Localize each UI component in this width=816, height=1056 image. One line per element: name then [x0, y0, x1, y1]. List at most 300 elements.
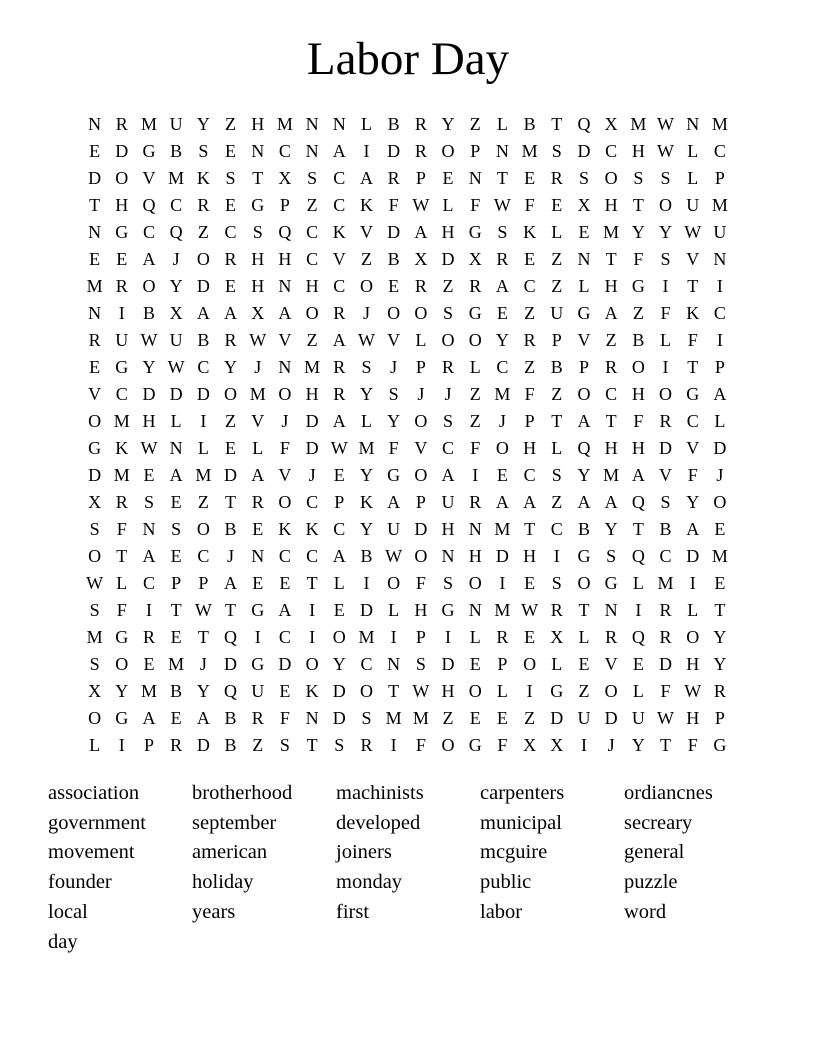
- word-list-item: joiners: [336, 841, 392, 864]
- grid-letter: W: [194, 600, 212, 620]
- grid-letter: L: [89, 735, 101, 755]
- grid-letter: S: [578, 168, 589, 188]
- grid-letter: C: [170, 195, 183, 215]
- grid-letter: A: [631, 465, 645, 485]
- word-list-item: mcguire: [480, 841, 548, 864]
- grid-letter: O: [305, 303, 319, 323]
- grid-letter: A: [196, 708, 210, 728]
- grid-letter: O: [414, 465, 428, 485]
- grid-letter: A: [142, 249, 156, 269]
- grid-letter: M: [412, 708, 429, 728]
- grid-letter: C: [550, 519, 563, 539]
- grid-letter: S: [143, 492, 154, 512]
- grid-letter: O: [713, 492, 727, 512]
- grid-row: [81, 678, 734, 705]
- grid-letter: R: [224, 249, 237, 269]
- grid-letter: H: [251, 114, 265, 134]
- grid-letter: D: [305, 411, 319, 431]
- word-list-item: september: [192, 811, 277, 834]
- grid-letter: F: [415, 735, 426, 755]
- grid-letter: H: [251, 276, 265, 296]
- grid-letter: O: [359, 681, 373, 701]
- grid-letter: Z: [442, 708, 454, 728]
- grid-letter: O: [414, 411, 428, 431]
- grid-letter: U: [169, 330, 183, 350]
- grid-letter: S: [279, 735, 290, 755]
- grid-letter: R: [469, 492, 482, 512]
- grid-letter: F: [660, 303, 671, 323]
- grid-letter: T: [496, 168, 508, 188]
- grid-row: [81, 597, 734, 624]
- grid-letter: X: [414, 249, 428, 269]
- grid-letter: D: [224, 654, 238, 674]
- grid-letter: X: [550, 627, 564, 647]
- grid-letter: W: [657, 141, 675, 161]
- grid-letter: Y: [631, 735, 645, 755]
- grid-letter: I: [689, 573, 696, 593]
- grid-letter: Z: [225, 114, 237, 134]
- grid-row: [81, 300, 734, 327]
- grid-letter: A: [577, 411, 591, 431]
- grid-letter: Z: [605, 330, 617, 350]
- grid-letter: Q: [577, 438, 591, 458]
- grid-letter: J: [199, 654, 207, 674]
- grid-letter: R: [333, 357, 346, 377]
- grid-letter: H: [631, 141, 645, 161]
- grid-letter: N: [88, 222, 102, 242]
- grid-letter: N: [251, 141, 265, 161]
- grid-letter: S: [361, 357, 372, 377]
- grid-letter: L: [442, 195, 454, 215]
- grid-letter: K: [115, 438, 129, 458]
- grid-letter: P: [714, 708, 725, 728]
- grid-letter: H: [305, 276, 319, 296]
- grid-letter: E: [632, 654, 644, 674]
- grid-letter: L: [388, 600, 400, 620]
- grid-row: [81, 138, 734, 165]
- grid-letter: D: [196, 735, 210, 755]
- grid-letter: L: [714, 411, 726, 431]
- grid-letter: G: [115, 627, 129, 647]
- grid-letter: N: [305, 141, 319, 161]
- grid-letter: J: [281, 411, 289, 431]
- grid-letter: E: [170, 708, 182, 728]
- grid-letter: Z: [469, 384, 481, 404]
- grid-letter: Q: [577, 114, 591, 134]
- grid-letter: V: [142, 168, 156, 188]
- grid-letter: N: [332, 114, 346, 134]
- grid-letter: U: [550, 303, 564, 323]
- grid-letter: R: [333, 384, 346, 404]
- grid-letter: S: [198, 141, 209, 161]
- grid-letter: Y: [115, 681, 129, 701]
- grid-letter: Y: [169, 276, 183, 296]
- grid-letter: D: [224, 465, 238, 485]
- grid-letter: P: [143, 735, 154, 755]
- grid-letter: X: [251, 303, 265, 323]
- grid-letter: S: [89, 600, 100, 620]
- grid-letter: S: [334, 735, 345, 755]
- grid-letter: W: [249, 330, 267, 350]
- grid-row: [81, 489, 734, 516]
- grid-letter: F: [116, 519, 127, 539]
- grid-letter: L: [687, 168, 699, 188]
- grid-letter: D: [142, 384, 156, 404]
- grid-letter: S: [551, 465, 562, 485]
- grid-letter: V: [359, 222, 373, 242]
- grid-letter: J: [417, 384, 425, 404]
- grid-letter: T: [632, 195, 644, 215]
- grid-letter: G: [251, 654, 265, 674]
- grid-letter: G: [115, 357, 129, 377]
- grid-letter: K: [523, 222, 537, 242]
- grid-letter: Z: [524, 357, 536, 377]
- grid-letter: Y: [196, 681, 210, 701]
- grid-row: [81, 435, 734, 462]
- grid-letter: H: [523, 438, 537, 458]
- grid-letter: P: [415, 168, 426, 188]
- grid-letter: S: [225, 168, 236, 188]
- grid-letter: W: [684, 222, 702, 242]
- grid-letter: G: [468, 303, 482, 323]
- grid-letter: A: [414, 222, 428, 242]
- word-list-item: holiday: [192, 871, 254, 894]
- grid-letter: P: [415, 627, 426, 647]
- grid-row: [81, 111, 734, 138]
- grid-letter: B: [224, 708, 237, 728]
- grid-letter: M: [657, 573, 674, 593]
- grid-letter: F: [415, 573, 426, 593]
- grid-letter: A: [278, 303, 292, 323]
- grid-letter: D: [169, 384, 183, 404]
- grid-letter: U: [251, 681, 265, 701]
- grid-letter: S: [660, 168, 671, 188]
- grid-letter: R: [360, 735, 373, 755]
- word-list-item: machinists: [336, 782, 424, 804]
- grid-letter: C: [523, 465, 536, 485]
- grid-letter: K: [305, 681, 319, 701]
- grid-letter: L: [496, 114, 508, 134]
- grid-letter: L: [578, 627, 590, 647]
- grid-letter: K: [196, 168, 210, 188]
- grid-letter: E: [89, 249, 101, 269]
- grid-letter: S: [361, 708, 372, 728]
- grid-letter: F: [388, 438, 399, 458]
- grid-letter: G: [115, 708, 129, 728]
- grid-letter: A: [604, 303, 618, 323]
- grid-letter: Y: [631, 222, 645, 242]
- word-list-item: local: [48, 900, 88, 923]
- grid-letter: Q: [631, 546, 645, 566]
- grid-letter: V: [278, 465, 292, 485]
- grid-letter: W: [412, 195, 430, 215]
- word-list-column: [624, 779, 768, 957]
- grid-letter: E: [279, 573, 291, 593]
- grid-letter: D: [359, 600, 373, 620]
- grid-letter: T: [632, 519, 644, 539]
- grid-letter: Y: [441, 114, 455, 134]
- grid-letter: Y: [359, 384, 373, 404]
- word-list-item: secreary: [624, 811, 693, 834]
- grid-letter: M: [603, 222, 620, 242]
- grid-letter: M: [86, 627, 103, 647]
- grid-letter: K: [305, 519, 319, 539]
- grid-letter: O: [686, 627, 700, 647]
- grid-letter: N: [305, 114, 319, 134]
- grid-letter: L: [469, 627, 481, 647]
- grid-row: [81, 354, 734, 381]
- grid-letter: U: [713, 222, 727, 242]
- grid-letter: X: [278, 168, 292, 188]
- grid-letter: A: [278, 600, 292, 620]
- grid-letter: N: [88, 303, 102, 323]
- grid-letter: S: [633, 168, 644, 188]
- grid-letter: N: [495, 141, 509, 161]
- grid-letter: O: [387, 573, 401, 593]
- grid-letter: L: [687, 141, 699, 161]
- grid-letter: Y: [495, 330, 509, 350]
- grid-letter: I: [254, 627, 261, 647]
- grid-letter: T: [551, 411, 563, 431]
- grid-letter: I: [309, 627, 316, 647]
- grid-letter: O: [577, 573, 591, 593]
- grid-letter: O: [468, 330, 482, 350]
- grid-letter: R: [523, 330, 536, 350]
- grid-letter: R: [115, 492, 128, 512]
- grid-letter: G: [468, 735, 482, 755]
- grid-letter: O: [278, 492, 292, 512]
- grid-letter: H: [441, 519, 455, 539]
- grid-letter: I: [118, 735, 125, 755]
- grid-letter: Q: [224, 627, 238, 647]
- grid-letter: C: [659, 546, 672, 566]
- grid-letter: F: [388, 195, 399, 215]
- grid-letter: T: [306, 735, 318, 755]
- grid-letter: R: [469, 276, 482, 296]
- grid-letter: E: [524, 573, 536, 593]
- grid-letter: L: [551, 438, 563, 458]
- grid-letter: D: [604, 708, 618, 728]
- grid-letter: E: [225, 276, 237, 296]
- grid-letter: B: [577, 519, 590, 539]
- grid-letter: H: [604, 438, 618, 458]
- grid-letter: R: [115, 114, 128, 134]
- grid-letter: D: [441, 654, 455, 674]
- grid-letter: D: [686, 546, 700, 566]
- grid-letter: A: [169, 465, 183, 485]
- grid-letter: Z: [252, 735, 264, 755]
- grid-letter: X: [577, 195, 591, 215]
- grid-letter: L: [469, 357, 481, 377]
- grid-letter: E: [524, 249, 536, 269]
- grid-letter: M: [358, 627, 375, 647]
- grid-letter: U: [686, 195, 700, 215]
- grid-letter: R: [251, 708, 264, 728]
- grid-letter: D: [387, 222, 401, 242]
- grid-letter: Z: [632, 303, 644, 323]
- grid-letter: Z: [524, 303, 536, 323]
- grid-letter: R: [333, 303, 346, 323]
- grid-letter: Z: [306, 330, 318, 350]
- grid-letter: I: [118, 303, 125, 323]
- grid-letter: G: [604, 573, 618, 593]
- grid-letter: R: [197, 195, 210, 215]
- grid-letter: T: [306, 573, 318, 593]
- grid-letter: L: [116, 573, 128, 593]
- grid-letter: X: [604, 114, 618, 134]
- grid-letter: B: [224, 735, 237, 755]
- word-list-item: association: [48, 782, 140, 804]
- grid-letter: M: [385, 708, 402, 728]
- grid-letter: M: [195, 465, 212, 485]
- grid-letter: E: [578, 222, 590, 242]
- grid-letter: C: [224, 222, 237, 242]
- grid-letter: C: [333, 195, 346, 215]
- grid-letter: B: [360, 546, 373, 566]
- grid-letter: V: [251, 411, 265, 431]
- grid-letter: I: [445, 627, 452, 647]
- word-list-item: founder: [48, 871, 112, 894]
- grid-letter: I: [363, 573, 370, 593]
- grid-letter: S: [443, 573, 454, 593]
- grid-letter: D: [414, 519, 428, 539]
- grid-letter: C: [197, 357, 210, 377]
- grid-letter: V: [659, 465, 673, 485]
- grid-letter: C: [142, 222, 155, 242]
- grid-letter: L: [170, 411, 182, 431]
- grid-letter: H: [142, 411, 156, 431]
- word-list-item: general: [624, 841, 685, 864]
- grid-letter: C: [333, 276, 346, 296]
- grid-letter: J: [607, 735, 615, 755]
- grid-letter: L: [632, 681, 644, 701]
- grid-letter: G: [550, 681, 564, 701]
- grid-letter: Z: [551, 492, 563, 512]
- grid-letter: O: [577, 384, 591, 404]
- grid-letter: M: [494, 384, 511, 404]
- grid-letter: A: [196, 303, 210, 323]
- grid-letter: H: [115, 195, 129, 215]
- grid-letter: D: [196, 384, 210, 404]
- grid-letter: E: [279, 681, 291, 701]
- grid-letter: D: [713, 438, 727, 458]
- grid-letter: U: [577, 708, 591, 728]
- grid-letter: F: [687, 330, 698, 350]
- grid-letter: Z: [551, 249, 563, 269]
- grid-letter: C: [360, 654, 373, 674]
- grid-letter: L: [360, 411, 372, 431]
- grid-letter: A: [359, 168, 373, 188]
- grid-letter: W: [493, 195, 511, 215]
- grid-letter: P: [714, 168, 725, 188]
- grid-letter: Z: [551, 384, 563, 404]
- grid-letter: P: [714, 357, 725, 377]
- grid-letter: Y: [387, 411, 401, 431]
- grid-letter: C: [278, 141, 291, 161]
- grid-letter: M: [304, 357, 321, 377]
- grid-letter: C: [605, 384, 618, 404]
- word-list-item: ordiancnes: [624, 782, 713, 804]
- grid-letter: M: [140, 681, 157, 701]
- grid-letter: L: [252, 438, 264, 458]
- grid-letter: O: [142, 276, 156, 296]
- grid-letter: I: [716, 330, 723, 350]
- grid-letter: J: [390, 357, 398, 377]
- grid-letter: S: [89, 654, 100, 674]
- grid-letter: A: [577, 492, 591, 512]
- word-list-item: years: [192, 900, 236, 923]
- grid-letter: H: [604, 195, 618, 215]
- grid-letter: S: [443, 303, 454, 323]
- grid-letter: O: [441, 330, 455, 350]
- grid-letter: H: [305, 384, 319, 404]
- grid-letter: S: [89, 519, 100, 539]
- grid-letter: G: [577, 303, 591, 323]
- grid-letter: D: [88, 168, 102, 188]
- grid-letter: G: [631, 276, 645, 296]
- grid-letter: K: [359, 492, 373, 512]
- grid-letter: O: [414, 546, 428, 566]
- grid-letter: Q: [631, 492, 645, 512]
- grid-letter: W: [684, 681, 702, 701]
- grid-letter: N: [169, 438, 183, 458]
- grid-letter: L: [197, 438, 209, 458]
- grid-letter: A: [251, 465, 265, 485]
- grid-letter: E: [524, 627, 536, 647]
- grid-letter: S: [171, 519, 182, 539]
- grid-letter: H: [251, 249, 265, 269]
- grid-letter: W: [657, 114, 675, 134]
- grid-letter: T: [197, 627, 209, 647]
- grid-letter: N: [577, 249, 591, 269]
- grid-letter: D: [495, 546, 509, 566]
- grid-row: [81, 570, 734, 597]
- grid-letter: W: [86, 573, 104, 593]
- grid-letter: T: [605, 249, 617, 269]
- grid-letter: J: [308, 465, 316, 485]
- grid-row: [81, 516, 734, 543]
- grid-letter: F: [279, 708, 290, 728]
- grid-letter: I: [553, 546, 560, 566]
- grid-letter: O: [305, 654, 319, 674]
- grid-letter: X: [88, 492, 102, 512]
- grid-letter: Y: [196, 114, 210, 134]
- word-list-item: labor: [480, 900, 523, 923]
- grid-letter: T: [225, 492, 237, 512]
- grid-letter: V: [88, 384, 102, 404]
- grid-letter: P: [415, 357, 426, 377]
- grid-letter: S: [443, 411, 454, 431]
- grid-letter: W: [521, 600, 539, 620]
- grid-letter: O: [115, 654, 129, 674]
- grid-letter: T: [252, 168, 264, 188]
- grid-letter: Z: [360, 249, 372, 269]
- grid-letter: E: [496, 303, 508, 323]
- word-list-column: [48, 779, 192, 957]
- grid-letter: S: [551, 573, 562, 593]
- grid-letter: L: [333, 573, 345, 593]
- grid-letter: E: [469, 654, 481, 674]
- grid-letter: Y: [142, 357, 156, 377]
- grid-letter: B: [170, 681, 183, 701]
- grid-letter: Y: [686, 492, 700, 512]
- word-list-item: carpenters: [480, 782, 565, 804]
- grid-letter: R: [88, 330, 101, 350]
- grid-letter: E: [714, 519, 726, 539]
- grid-letter: H: [686, 654, 700, 674]
- grid-letter: E: [116, 249, 128, 269]
- grid-letter: G: [441, 600, 455, 620]
